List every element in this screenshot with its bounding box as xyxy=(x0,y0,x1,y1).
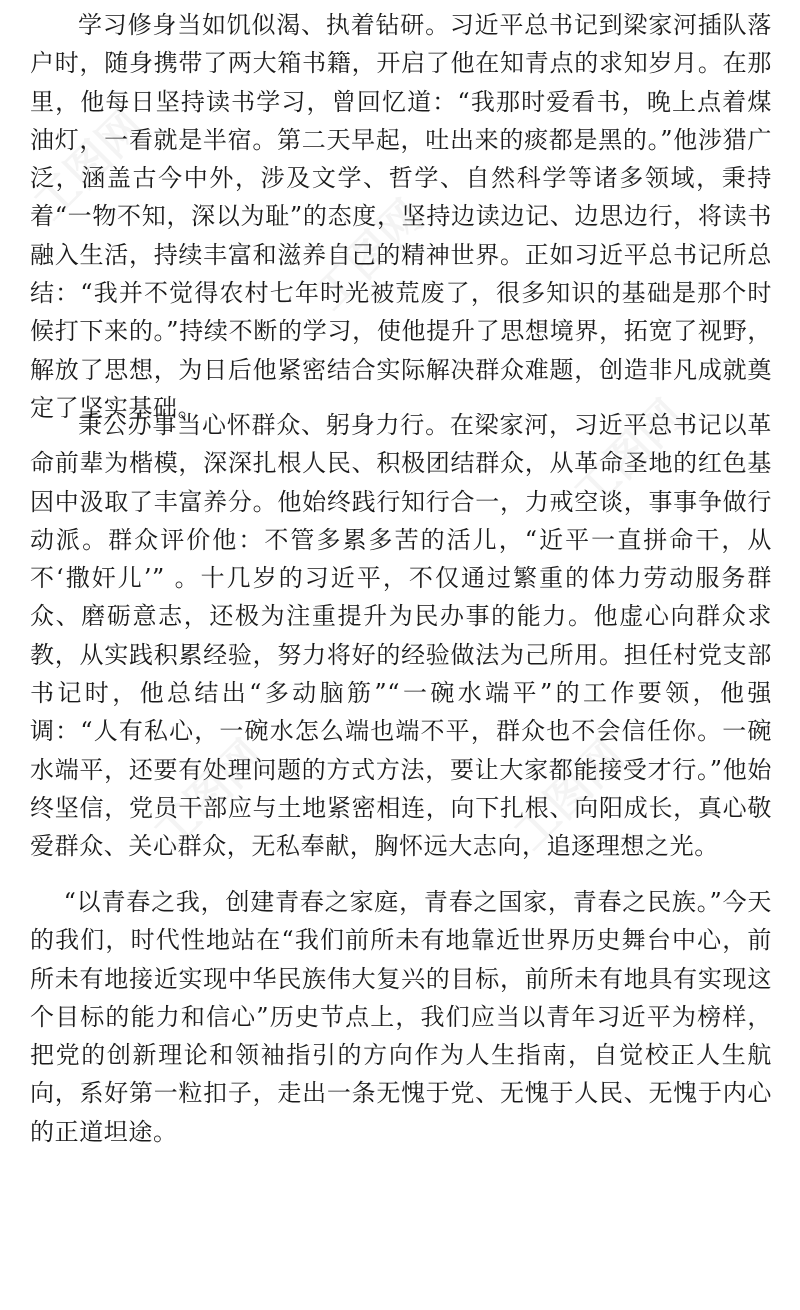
paragraph-youth: “以青春之我，创建青春之家庭，青春之国家，青春之民族。”今天的我们，时代性地站在“我们前所未有地靠近世界历史舞台中心，前所未有地接近实现中华民族伟大复兴的目标，前所未有地具有实现这个目标的能力和信心”历史节点上，我们应当以青年习近平为榜样，把党的创新理论和领袖指引的方向作为人生指南，自觉校正人生航向，系好第一粒扣子，走出一条无愧于党、无愧于人民、无愧于内心的正道坦途。 xyxy=(30,888,772,1146)
paragraph-study: 学习修身当如饥似渴、执着钻研。习近平总书记到梁家河插队落户时，随身携带了两大箱书籍，开启了他在知青点的求知岁月。在那里，他每日坚持读书学习，曾回忆道：“我那时爱看书，晚上点着煤油灯，一看就是半宿。第二天早起，吐出来的痰都是黑的。”他涉猎广泛，涵盖古今中外，涉及文学、哲学、自然科学等诸多领域，秉持着“一物不知，深以为耻”的态度，坚持边读边记、边思边行，将读书融入生活，持续丰富和滋养自己的精神世界。正如习近平总书记所总结：“我并不觉得农村七年时光被荒废了，很多知识的基础是那个时候打下来的。”持续不断的学习，使他提升了思想境界，拓宽了视野，解放了思想，为日后他紧密结合实际解决群众难题，创造非凡成就奠定了坚实基础。 xyxy=(30,11,772,422)
paragraph-service: 秉公办事当心怀群众、躬身力行。在梁家河，习近平总书记以革命前辈为楷模，深深扎根人民、积极团结群众，从革命圣地的红色基因中汲取了丰富养分。他始终践行知行合一，力戒空谈，事事争做行动派。群众评价他：不管多累多苦的活儿，“近平一直拼命干，从不‘撒奸儿’” 。十几岁的习近平，不仅通过繁重的体力劳动服务群众、磨砺意志，还极为注重提升为民办事的能力。他虚心向群众求教，从实践积累经验，努力将好的经验做法为己所用。担任村党支部书记时，他总结出“多动脑筋”“一碗水端平”的工作要领，他强调：“人有私心，一碗水怎么端也端不平，群众也不会信任你。一碗水端平，还要有处理问题的方式方法，要让大家都能接受才行。”他始终坚信，党员干部应与土地紧密相连，向下扎根、向阳成长，真心敬爱群众、关心群众，无私奉献，胸怀远大志向，追逐理想之光。 xyxy=(30,411,772,861)
